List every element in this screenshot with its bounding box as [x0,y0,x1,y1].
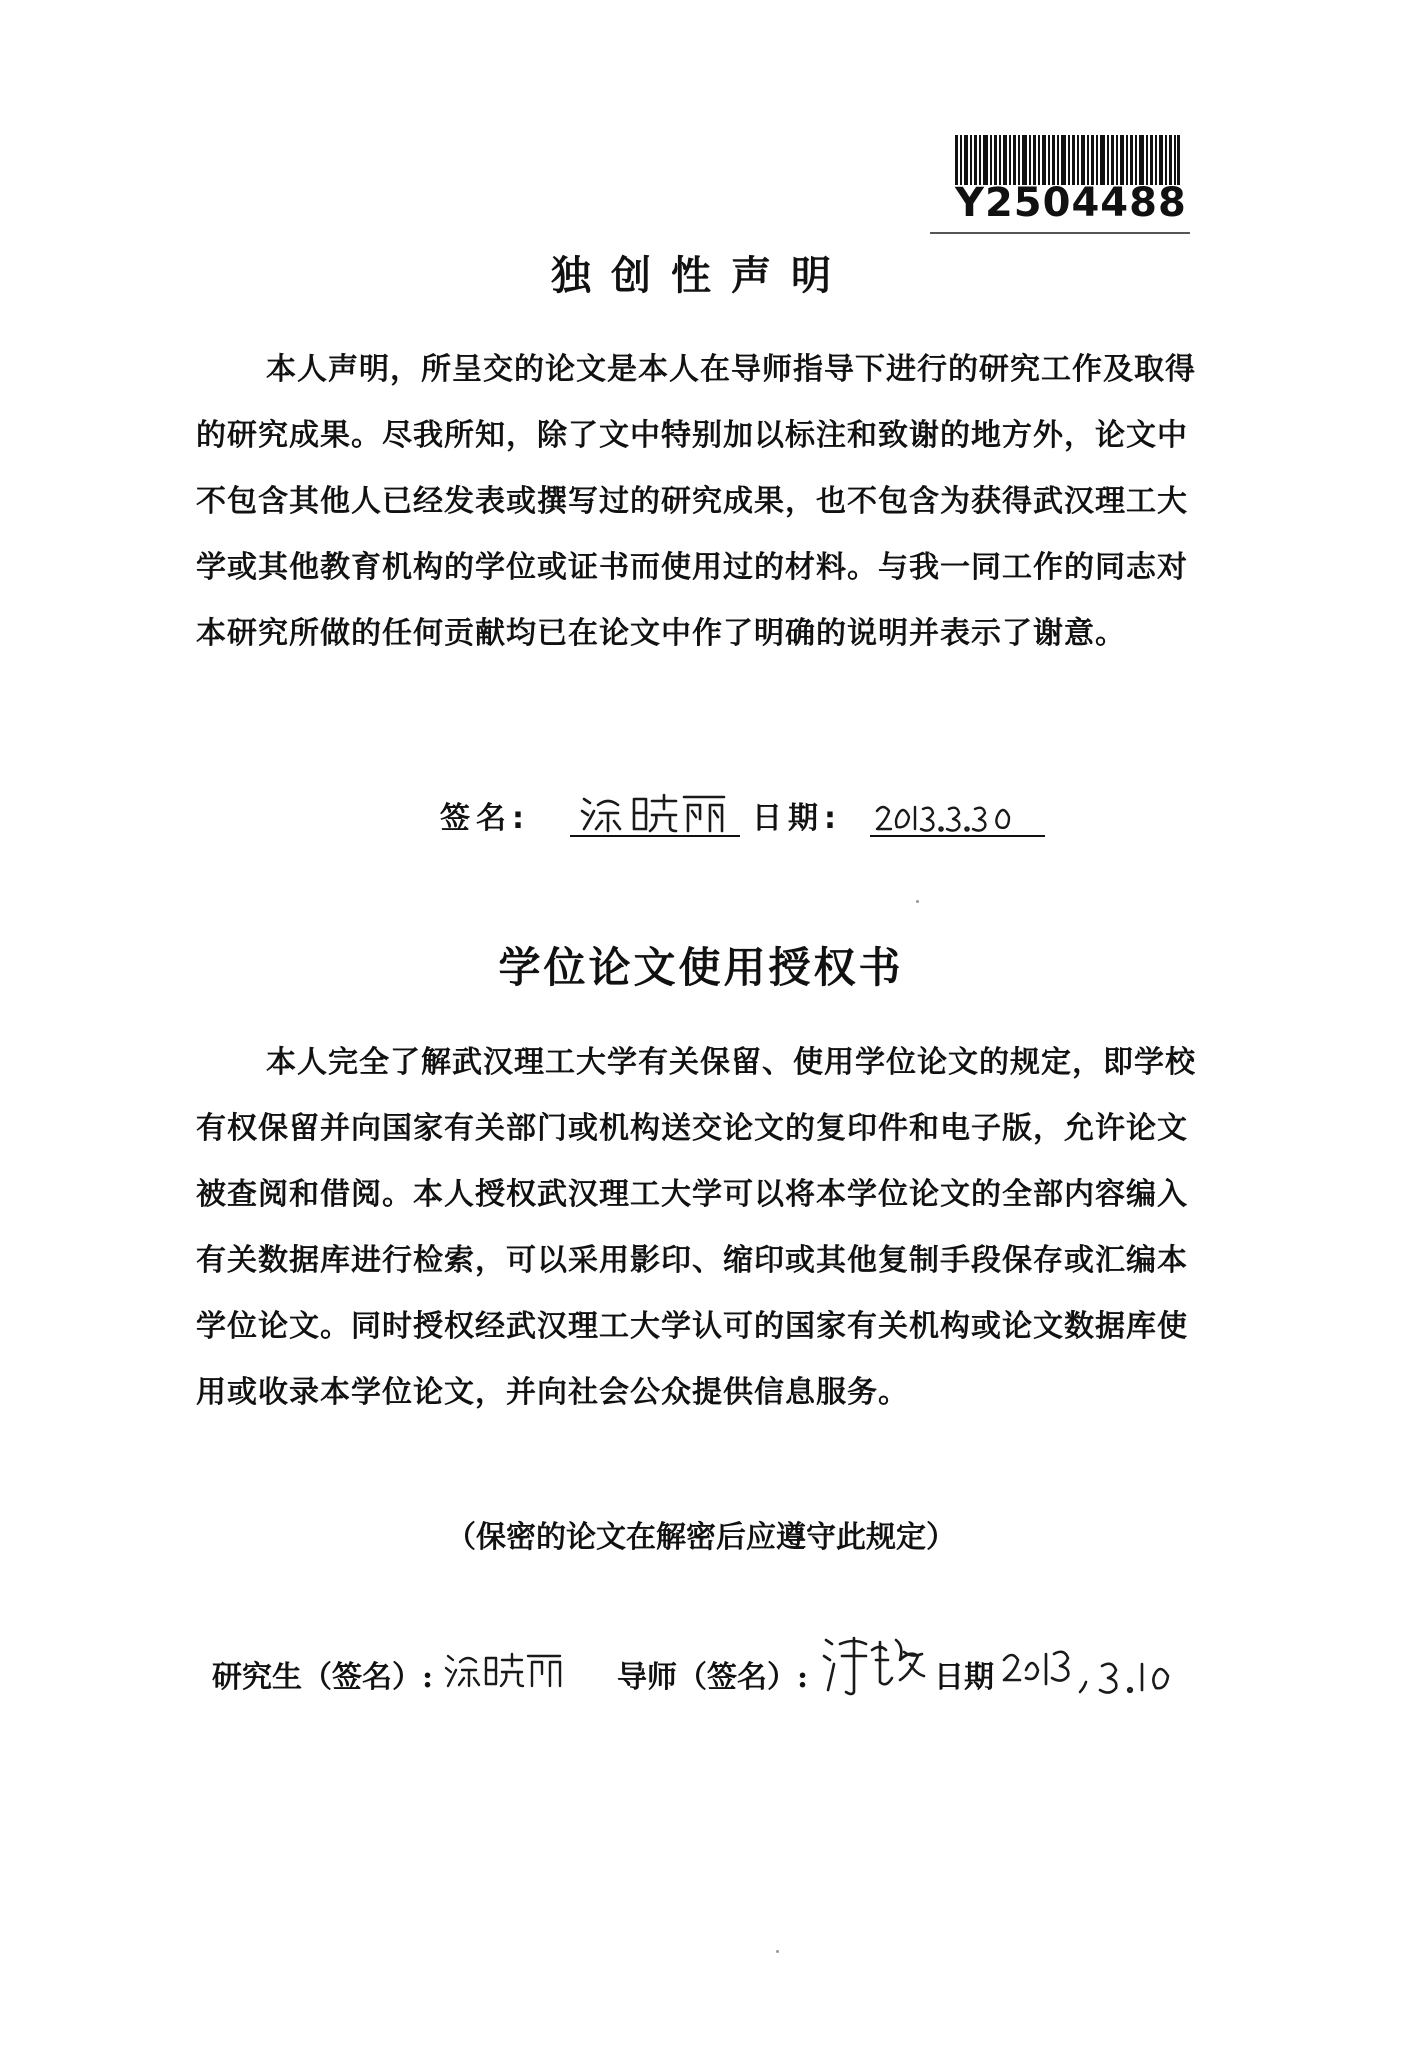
student-signature-label: 研究生（签名）: [212,1660,434,1695]
authorization-title: 学位论文使用授权书 [498,943,904,992]
barcode-number: Y2504488 [955,180,1187,226]
student-signature [444,1648,564,1692]
advisor-signature [820,1630,932,1700]
authorization-date-handwritten [1002,1644,1202,1700]
barcode-underline [930,232,1190,234]
authorization-body: 本人完全了解武汉理工大学有关保留、使用学位论文的规定，即学校有权保留并向国家有关部门或机构送交论文的复印件和电子版，允许论文被查阅和借阅。本人授权武汉理工大学可以将本学位论文的全部内容编入有关数据库进行检索，可以采用影印、缩印或其他复制手段保存或汇编本学位论文。同时授权经武汉理工大学认可的国家有关机构或论文数据库使用或收录本学位论文，并向社会公众提供信息服务。 [196,1045,1196,1410]
confidentiality-note: （保密的论文在解密后应遵守此规定） [446,1520,956,1555]
declaration-signature-row [440,785,1140,845]
signature-label: 签名: [440,801,530,836]
authorization-date-label: 日期 [934,1660,994,1695]
declaration-signature [580,789,730,835]
scan-speck [776,1950,779,1953]
barcode-bars [955,135,1180,185]
scan-speck [916,900,919,903]
declaration-title: 独创性声明 [551,253,851,299]
date-label: 日期: [752,801,842,836]
barcode [955,135,1187,226]
authorization-signature-row [212,1642,1212,1722]
declaration-date-handwritten [875,799,1040,835]
advisor-signature-label: 导师（签名）: [617,1660,809,1695]
declaration-body: 本人声明，所呈交的论文是本人在导师指导下进行的研究工作及取得的研究成果。尽我所知，除了文中特别加以标注和致谢的地方外，论文中不包含其他人已经发表或撰写过的研究成果，也不包含为获得武汉理工大学或其他教育机构的学位或证书而使用过的材料。与我一同工作的同志对本研究所做的任何贡献均已在论文中作了明确的说明并表示了谢意。 [196,352,1196,651]
signature-line [570,835,740,837]
date-line [870,835,1045,837]
